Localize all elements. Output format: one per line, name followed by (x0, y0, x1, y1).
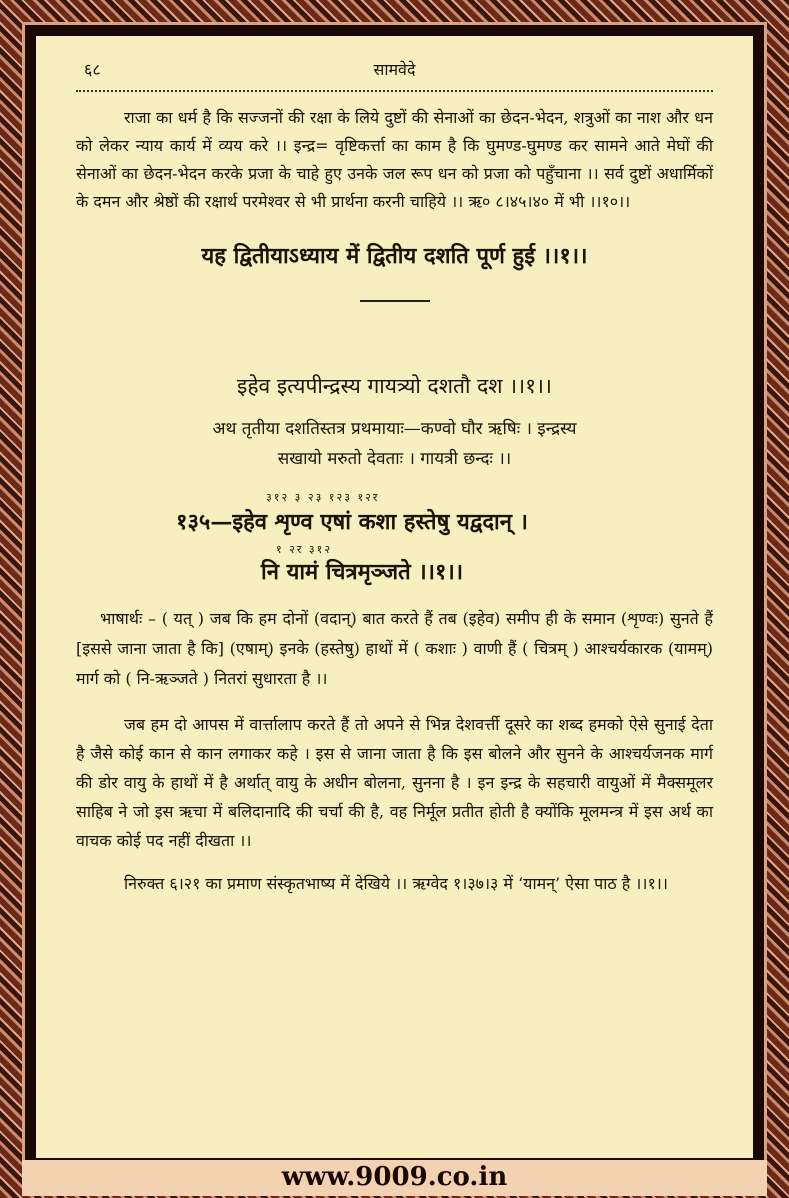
section-divider (360, 300, 430, 302)
accent-marks-2: १ २र ३१२ (276, 543, 333, 556)
header-rule (76, 90, 713, 92)
paragraph-2: जब हम दो आपस में वार्त्तालाप करते हैं तो अपने से भिन्न देशवर्त्ती दूसरे का शब्द हमको ऐसे सुनाई देता है जैसे कोई कान से कान लगाकर कहे । इस से जाना जाता है कि इस बोलने और सुनने के आश्चर्यजनक मार्ग की डोर वायु के हाथों में है अर्थात् वायु के अधीन बोलना, सुनना है । इन इन्द्र के सहचारी वायुओं में मैक्समूलर साहिब ने जो इस ऋचा में बलिदानादि की चर्चा की है, वह निर्मूल प्रतीत होती है क्योंकि मूलमन्त्र में इस अर्थ का वाचक कोई पद नहीं दीखता ।। (76, 715, 713, 850)
footer-url: www.9009.co.in (281, 1162, 508, 1192)
chapter-conclusion: यह द्वितीयाऽध्याय में द्वितीय दशति पूर्ण हुई ।।१।। (201, 243, 588, 269)
meta-line-2: सखायो मरुतो देवताः । गायत्री छन्दः ।। (277, 449, 512, 469)
page-number: ६८ (84, 60, 101, 79)
book-page (36, 36, 753, 1158)
paragraph-1: राजा का धर्म है कि सज्जनों की रक्षा के लिये दुष्टों की सेनाओं का छेदन-भेदन, शत्रुओं का नाश और धन को लेकर न्याय कार्य में व्यय करे ।। इन्द्र= वृष्टिकर्त्ता का काम है कि घुमण्ड-घुमण्ड कर सामने आते मेघों की सेनाओं का छेदन-भेदन करके प्रजा के चाहे हुए उनके जल रूप धन को प्रजा को पहुँचाना ।। सर्व दुष्टों अधार्मिकों के दमन और श्रेष्ठों की रक्षार्थ परमेश्वर से भी प्रार्थना करनी चाहिये ।। ऋ० ८।४५।४० में भी ।।१०।। (76, 108, 713, 211)
mantra-meta (76, 414, 713, 474)
bhashartha: भाषार्थः – ( यत् ) जब कि हम दोनों (वदान्) बात करते हैं तब (इहेव) समीप ही के समान (शृण्वः) सुनते हैं [इससे जाना जाता है कि] (एषाम्) इनके (हस्तेषु) हाथों में ( कशाः ) वाणी हैं ( चित्रम् ) आश्चर्यकारक (यामम्) मार्ग को ( नि-ऋञ्जते ) नितरां सुधारता है ।। (76, 609, 713, 688)
dashati-heading: इहेव इत्यपीन्द्रस्य गायत्र्यो दशतौ दश ।।१।। (237, 374, 552, 398)
page-title: सामवेदे (373, 60, 416, 79)
meta-line-1: अथ तृतीया दशतिस्तत्र प्रथमायाः—कण्वो घौर ऋषिः । इन्द्रस्य (212, 419, 577, 439)
mantra-line-2: नि यामं चित्रमृञ्जते ।।१।। (261, 559, 464, 585)
mantra-line-1: १३५—इहेव शृण्व एषां कशा हस्तेषु यद्वदान् । (176, 509, 528, 535)
paragraph-3: निरुक्त ६।२१ का प्रमाण संस्कृतभाष्य में देखिये ।। ऋग्वेद १।३७।३ में ‘यामन्’ ऐसा पाठ है ।।१।। (124, 874, 668, 893)
accent-marks-1: ३१२ ३ २३ १२३ १२र (266, 491, 380, 504)
running-header (76, 58, 713, 84)
